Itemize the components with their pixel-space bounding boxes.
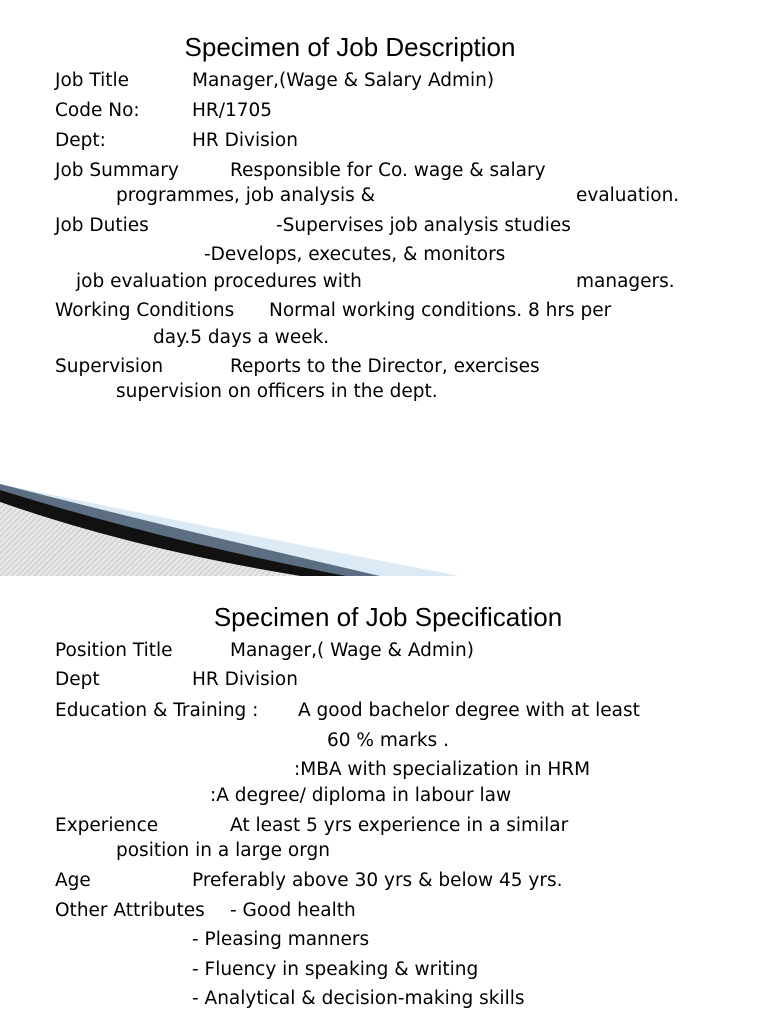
code-value: HR/1705: [192, 100, 273, 121]
education-label: Education & Training :: [55, 700, 259, 721]
job-summary-text: evaluation.: [576, 185, 680, 206]
attribute-item: - Fluency in speaking & writing: [192, 959, 479, 980]
job-duties-text: managers.: [576, 271, 675, 292]
attribute-item: - Analytical & decision-making skills: [192, 988, 525, 1009]
attribute-item: - Good health: [230, 900, 356, 921]
experience-label: Experience: [55, 815, 159, 836]
decorative-swoosh: [0, 440, 768, 576]
job-summary-text: Responsible for Co. wage & salary: [230, 160, 546, 181]
education-text: 60 % marks .: [327, 730, 449, 751]
education-text: A good bachelor degree with at least: [298, 700, 640, 721]
slide-title: Specimen of Job Description: [184, 32, 516, 62]
experience-text: At least 5 yrs experience in a similar: [230, 815, 569, 836]
job-duties-label: Job Duties: [55, 215, 149, 236]
dept-label: Dept: [55, 669, 100, 690]
supervision-text: supervision on officers in the dept.: [116, 381, 438, 402]
experience-text: position in a large orgn: [116, 840, 330, 861]
job-duties-text: job evaluation procedures with: [76, 271, 362, 292]
other-attributes-label: Other Attributes: [55, 900, 205, 921]
attribute-item: - Pleasing manners: [192, 929, 370, 950]
position-title-value: Manager,( Wage & Admin): [230, 640, 475, 661]
job-summary-label: Job Summary: [55, 160, 179, 181]
job-duties-text: -Supervises job analysis studies: [276, 215, 571, 236]
dept-value: HR Division: [192, 130, 298, 151]
job-title-value: Manager,(Wage & Salary Admin): [192, 70, 495, 91]
supervision-label: Supervision: [55, 356, 164, 377]
slide-title: Specimen of Job Specification: [213, 602, 563, 632]
working-conditions-label: Working Conditions: [55, 300, 235, 321]
age-label: Age: [55, 870, 91, 891]
working-conditions-text: Normal working conditions. 8 hrs per: [269, 300, 612, 321]
job-summary-text: programmes, job analysis &: [116, 185, 376, 206]
code-label: Code No:: [55, 100, 140, 121]
education-text: :A degree/ diploma in labour law: [210, 785, 512, 806]
dept-label: Dept:: [55, 130, 106, 151]
job-title-label: Job Title: [55, 70, 130, 91]
supervision-text: Reports to the Director, exercises: [230, 356, 540, 377]
slide-job-specification: [0, 576, 768, 1024]
dept-value: HR Division: [192, 669, 298, 690]
job-duties-text: -Develops, executes, & monitors: [204, 244, 506, 265]
age-value: Preferably above 30 yrs & below 45 yrs.: [192, 870, 563, 891]
position-title-label: Position Title: [55, 640, 173, 661]
education-text: :MBA with specialization in HRM: [294, 759, 591, 780]
working-conditions-text: day.5 days a week.: [153, 327, 330, 348]
